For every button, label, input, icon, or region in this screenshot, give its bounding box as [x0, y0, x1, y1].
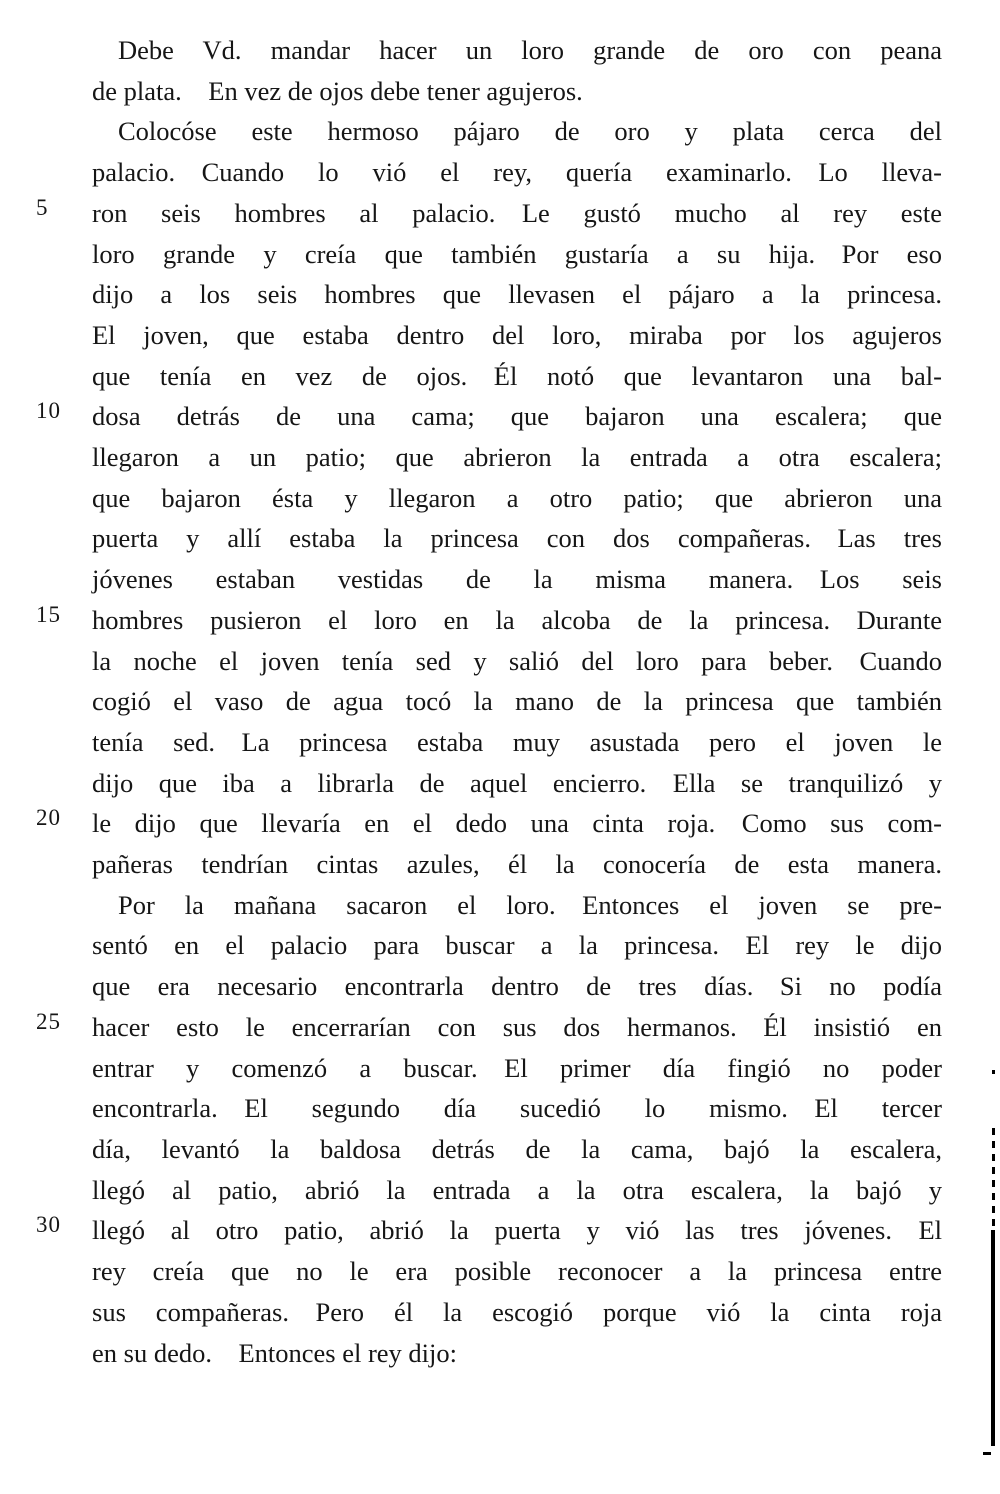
text-line [92, 1170, 942, 1211]
line-text: ron seis hombres al palacio. Le gustó mucho al rey este [92, 197, 942, 228]
line-text: hombres pusieron el loro en la alcoba de la princesa. Durante [92, 604, 942, 635]
scan-artifact-solid-line [991, 1230, 995, 1446]
line-text: Por la mañana sacaron el loro. Entonces el joven se pre- [118, 889, 942, 920]
text-line [92, 966, 942, 1007]
line-text: dijo que iba a librarla de aquel encierro. Ella se tranquilizó y [92, 767, 942, 798]
line-text: le dijo que llevaría en el dedo una cinta roja. Como sus com- [92, 808, 942, 839]
line-text: jóvenes estaban vestidas de la misma manera. Los seis [92, 564, 942, 595]
text-line [92, 1129, 942, 1170]
text-line [92, 885, 942, 926]
text-line [92, 234, 942, 275]
text-line [92, 315, 942, 356]
line-text: llegó al patio, abrió la entrada a la otra escalera, la bajó y [92, 1174, 942, 1205]
line-text: sentó en el palacio para buscar a la princesa. El rey le dijo [92, 930, 942, 961]
text-line [92, 71, 942, 112]
text-line [92, 722, 942, 763]
line-text: dijo a los seis hombres que llevasen el pájaro a la princesa. [92, 279, 942, 310]
line-text: palacio. Cuando lo vió el rey, quería examinarlo. Lo lleva- [92, 157, 942, 188]
line-text: encontrarla. El segundo día sucedió lo mismo. El tercer [92, 1093, 942, 1124]
line-text: Colocóse este hermoso pájaro de oro y plata cerca del [118, 116, 942, 147]
line-text: llegaron a un patio; que abrieron la entrada a otra escalera; [92, 442, 942, 473]
text-line [92, 1251, 942, 1292]
text-block [36, 30, 942, 1373]
line-text: El joven, que estaba dentro del loro, miraba por los agujeros [92, 319, 942, 350]
text-line [92, 274, 942, 315]
scan-artifact-dashed-line [992, 1128, 995, 1230]
text-line [36, 803, 942, 844]
text-line [36, 1007, 942, 1048]
line-text: Debe Vd. mandar hacer un loro grande de oro con peana [118, 35, 942, 65]
text-line [92, 152, 942, 193]
line-text: día, levantó la baldosa detrás de la cama, bajó la escalera, [92, 1133, 942, 1164]
line-text: loro grande y creía que también gustaría a su hija. Por eso [92, 238, 942, 269]
scan-artifact-dot [992, 1070, 995, 1074]
line-text: que era necesario encontrarla dentro de tres días. Si no podía [92, 971, 942, 1002]
line-number-20: 20 [36, 805, 61, 831]
line-text: hacer esto le encerrarían con sus dos hermanos. Él insistió en [92, 1011, 942, 1042]
text-line [92, 111, 942, 152]
line-text: puerta y allí estaba la princesa con dos compañeras. Las tres [92, 523, 942, 554]
line-number-15: 15 [36, 601, 61, 627]
line-text: la noche el joven tenía sed y salió del loro para beber. Cuando [92, 645, 942, 676]
line-text: pañeras tendrían cintas azules, él la conocería de esta manera. [92, 849, 942, 880]
text-line [92, 559, 942, 600]
text-line [92, 478, 942, 519]
line-number-30: 30 [36, 1212, 61, 1238]
text-line [36, 396, 942, 437]
line-text: en su dedo. Entonces el rey dijo: [92, 1337, 458, 1368]
line-text: tenía sed. La princesa estaba muy asustada pero el joven le [92, 726, 942, 757]
line-text: sus compañeras. Pero él la escogió porque vió la cinta roja [92, 1296, 942, 1327]
line-text: que tenía en vez de ojos. Él notó que levantaron una bal- [92, 360, 942, 391]
text-line [36, 600, 942, 641]
text-line [92, 1088, 942, 1129]
text-line [92, 30, 942, 71]
text-line [92, 681, 942, 722]
text-line [92, 844, 942, 885]
text-line [92, 437, 942, 478]
text-line [92, 1292, 942, 1333]
text-line [92, 641, 942, 682]
line-text: entrar y comenzó a buscar. El primer día fingió no poder [92, 1052, 942, 1083]
text-line [36, 193, 942, 234]
line-text: de plata. En vez de ojos debe tener agujeros. [92, 75, 583, 106]
line-text: rey creía que no le era posible reconocer a la princesa entre [92, 1256, 942, 1287]
line-text: que bajaron ésta y llegaron a otro patio; que abrieron una [92, 482, 942, 513]
line-number-10: 10 [36, 398, 61, 424]
scan-artifact-dash [983, 1452, 991, 1455]
line-number-25: 25 [36, 1008, 61, 1034]
line-text: llegó al otro patio, abrió la puerta y vió las tres jóvenes. El [92, 1215, 942, 1246]
line-text: dosa detrás de una cama; que bajaron una escalera; que [92, 401, 942, 432]
text-line [92, 1333, 942, 1374]
text-line [92, 356, 942, 397]
text-line [92, 763, 942, 804]
line-text: cogió el vaso de agua tocó la mano de la princesa que también [92, 686, 942, 717]
line-number-5: 5 [36, 194, 49, 220]
text-line [36, 1210, 942, 1251]
text-line [92, 518, 942, 559]
text-line [92, 925, 942, 966]
text-line [92, 1048, 942, 1089]
